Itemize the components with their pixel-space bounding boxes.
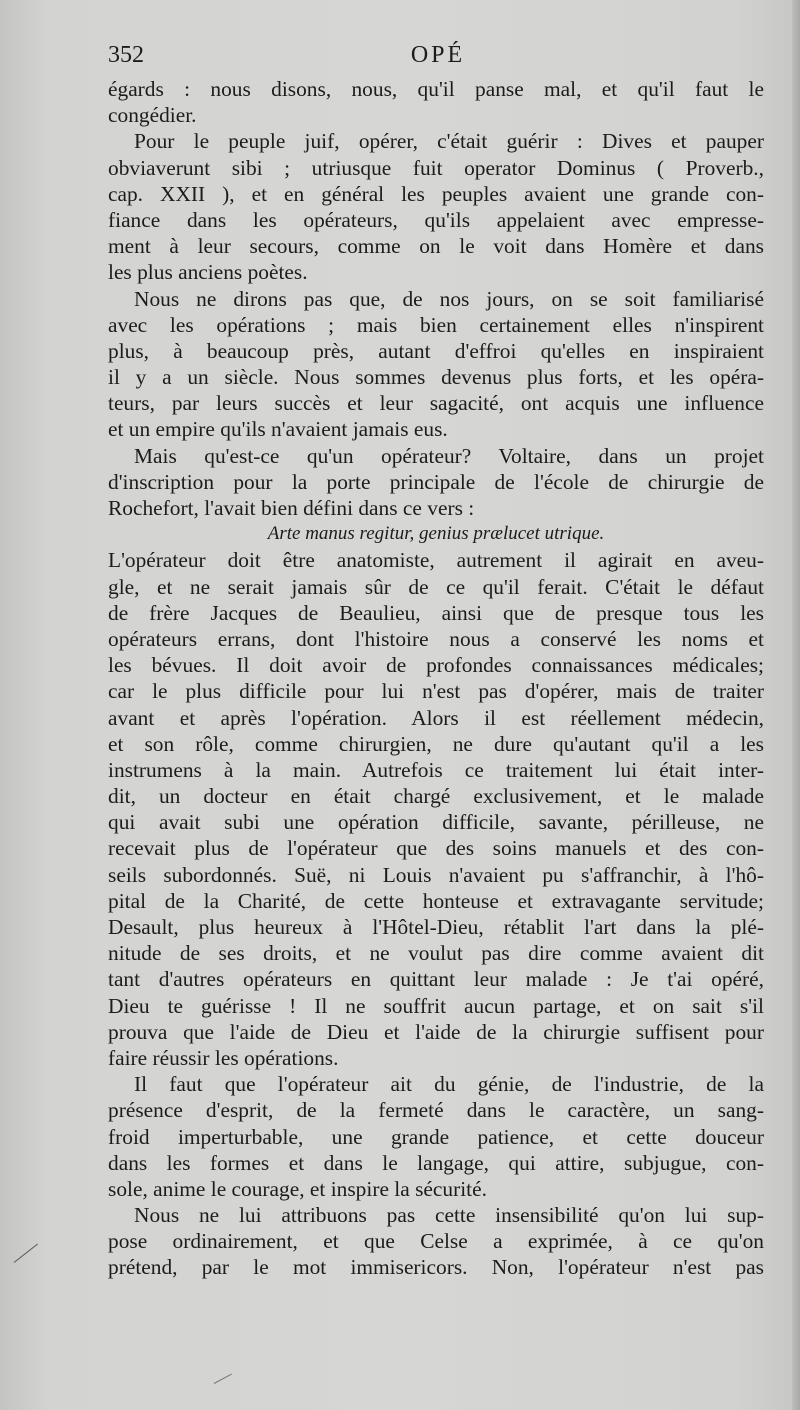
text-line: fiance dans les opérateurs, qu'ils appelaient avec empresse- [108,207,764,232]
text-line: obviaverunt sibi ; utriusque fuit operator Dominus ( Proverb., [108,155,764,180]
text-line: tant d'autres opérateurs en quittant leur malade : Je t'ai opéré, [108,967,764,992]
running-head: OPÉ [410,42,466,68]
text-line: qui avait subi une opération difficile, savante, périlleuse, ne [108,810,764,835]
text-line: cap. XXII ), et en général les peuples avaient une grande con- [108,181,764,206]
text-line: prouva que l'aide de Dieu et l'aide de la chirurgie suffisent pour [108,1019,764,1044]
text-line: Desault, plus heureux à l'Hôtel-Dieu, rétablit l'art dans la plé- [108,915,764,939]
text-line: sole, anime le courage, et inspire la sécurité. [108,1176,487,1201]
text-line: les bévues. Il doit avoir de profondes connaissances médicales; [108,653,764,678]
text-line: avant et après l'opération. Alors il est réellement médecin, [108,705,764,730]
page-header [108,40,768,76]
text-line: car le plus difficile pour lui n'est pas d'opérer, mais de traiter [108,679,764,704]
text-line: dit, un docteur en était chargé exclusivement, et le malade [108,784,764,809]
text-line: nitude de ses droits, et ne voulut pas dire comme avaient dit [108,941,764,966]
text-line: d'inscription pour la porte principale de l'école de chirurgie de [108,469,764,494]
text-line: recevait plus de l'opérateur que des soins manuels et des con- [108,836,764,861]
text-line: avec les opérations ; mais bien certainement elles n'inspirent [108,312,764,337]
text-line: gle, et ne serait jamais sûr de ce qu'il ferait. C'était le défaut [108,574,764,599]
text-line: instrumens à la main. Autrefois ce traitement lui était inter- [108,757,764,782]
body-text [108,76,764,1281]
page-edge-shadow [792,0,800,1410]
page-number: 352 [108,42,144,68]
text-line: pose ordinairement, et que Celse a exprimée, à ce qu'on [108,1229,764,1254]
text-line: pital de la Charité, de cette honteuse et extravagante servitude; [108,888,764,913]
text-line: faire réussir les opérations. [108,1045,339,1070]
text-line: seils subordonnés. Suë, ni Louis n'avaient pu s'affranchir, à l'hô- [108,862,764,887]
text-line: égards : nous disons, nous, qu'il panse mal, et qu'il faut le [108,77,764,101]
page-stain-mark [214,1374,232,1384]
text-line: les plus anciens poètes. [108,260,308,285]
text-line: ment à leur secours, comme on le voit dans Homère et dans [108,234,764,259]
text-line: L'opérateur doit être anatomiste, autrement il agirait en aveu- [108,548,764,573]
text-line: prétend, par le mot immisericors. Non, l'opérateur n'est pas [108,1255,764,1280]
paragraph-first-line: Nous ne dirons pas que, de nos jours, on se soit familiarisé [134,286,764,311]
text-line: il y a un siècle. Nous sommes devenus plus forts, et les opéra- [108,365,764,390]
text-line: Dieu te guérisse ! Il ne souffrit aucun partage, et on sait s'il [108,993,764,1018]
text-line: plus, à beaucoup près, autant d'effroi qu'elles en inspiraient [108,338,764,363]
text-line: et son rôle, comme chirurgien, ne dure qu'autant qu'il a les [108,731,764,756]
paragraph-first-line: Il faut que l'opérateur ait du génie, de l'industrie, de la [134,1072,764,1097]
text-line: teurs, par leurs succès et leur sagacité, ont acquis une influence [108,391,764,416]
paragraph-first-line: Nous ne lui attribuons pas cette insensibilité qu'on lui sup- [134,1203,764,1228]
paragraph-first-line: Mais qu'est-ce qu'un opérateur? Voltaire, dans un projet [134,443,764,468]
text-line: présence d'esprit, de la fermeté dans le caractère, un sang- [108,1098,764,1123]
paragraph-first-line: Pour le peuple juif, opérer, c'était guérir : Dives et pauper [134,129,764,154]
verse-quotation: Arte manus regitur, genius prælucet utrique. [267,523,605,545]
text-line: Rochefort, l'avait bien défini dans ce vers : [108,496,475,520]
text-line: froid imperturbable, une grande patience, et cette douceur [108,1124,764,1149]
text-line: et un empire qu'ils n'avaient jamais eus. [108,417,448,442]
text-line: dans les formes et dans le langage, qui attire, subjugue, con- [108,1150,764,1175]
margin-pencil-mark [14,1244,38,1263]
text-line: de frère Jacques de Beaulieu, ainsi que de presque tous les [108,600,764,625]
text-line: opérateurs errans, dont l'histoire nous a conservé les noms et [108,626,764,651]
text-line: congédier. [108,103,197,128]
